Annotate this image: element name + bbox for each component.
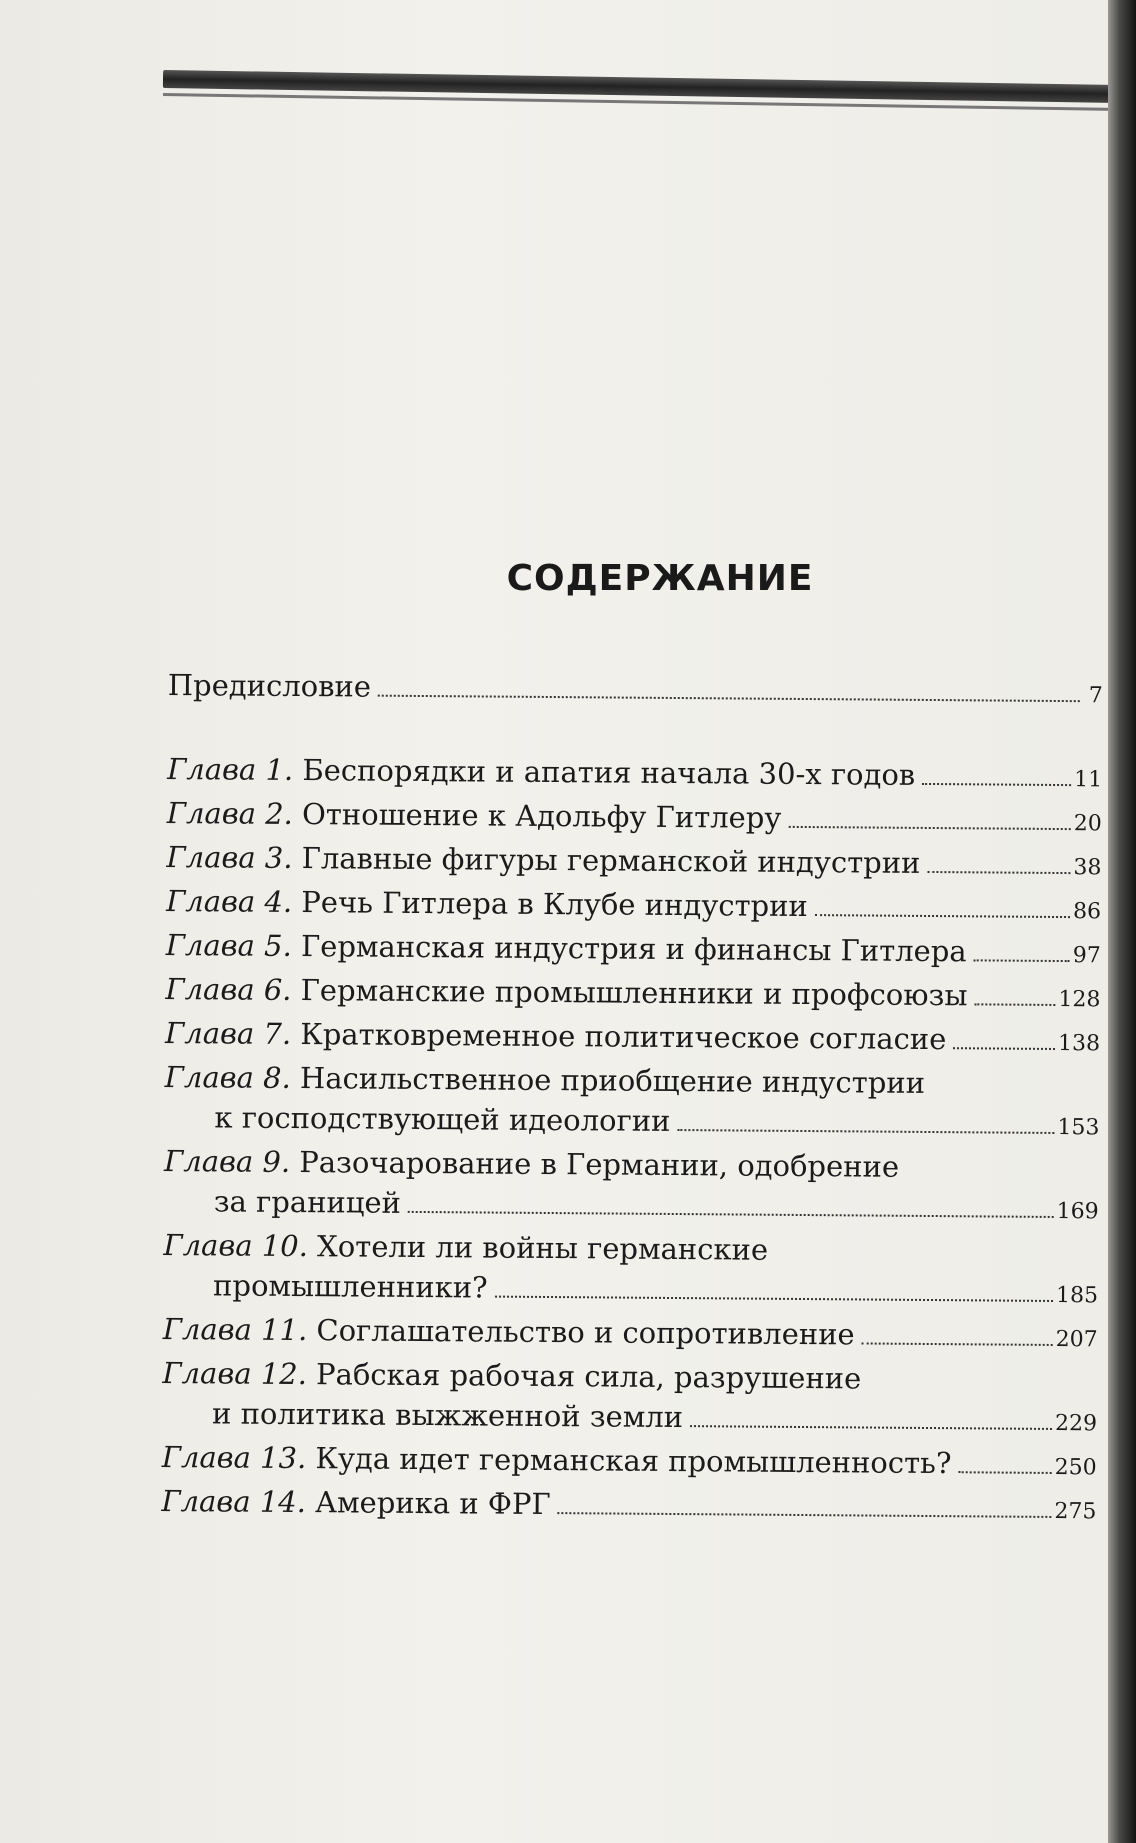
chapter-number: Глава 8.: [164, 1059, 291, 1095]
leader-dots: [815, 914, 1070, 918]
toc-entry-chapter-12[interactable]: [162, 1353, 1098, 1444]
chapter-number: Глава 5.: [165, 927, 292, 963]
leader-dots: [974, 1003, 1055, 1006]
toc-entry-chapter-8[interactable]: [164, 1057, 1100, 1148]
chapter-title: Кратковременное политическое согласие: [300, 1017, 947, 1057]
chapter-title: Германская индустрия и финансы Гитлера: [300, 929, 967, 969]
chapter-number: Глава 2.: [166, 795, 293, 831]
leader-dots: [862, 1342, 1053, 1346]
leader-dots: [974, 959, 1070, 962]
chapter-title-continued: промышленники?: [212, 1268, 488, 1305]
chapter-number: Глава 10.: [163, 1227, 309, 1264]
leader-dots: [378, 695, 1080, 703]
page-number: 153: [1057, 1114, 1100, 1141]
page-number: 185: [1055, 1282, 1099, 1309]
chapter-number: Глава 14.: [161, 1483, 307, 1520]
toc-entry-chapter-4[interactable]: [166, 881, 1101, 932]
toc-entry-chapter-6[interactable]: [165, 969, 1100, 1020]
leader-dots: [958, 1471, 1051, 1474]
chapter-title: Америка и ФРГ: [314, 1485, 551, 1522]
leader-dots: [495, 1296, 1053, 1302]
page-number: 97: [1072, 943, 1101, 969]
page-number: 169: [1056, 1198, 1099, 1225]
chapter-title: Разочарование в Германии, одобрение: [299, 1145, 900, 1184]
table-of-contents: [161, 665, 1103, 1532]
page-number: 250: [1054, 1454, 1097, 1481]
chapter-title-continued: к господствующей идеологии: [214, 1100, 671, 1138]
chapter-title: Главные фигуры германской индустрии: [301, 841, 921, 880]
chapter-number: Глава 3.: [166, 839, 293, 875]
chapter-number: Глава 9.: [163, 1143, 291, 1179]
chapter-title-continued: и политика выжженной земли: [211, 1396, 684, 1435]
chapter-number: Глава 4.: [166, 883, 293, 919]
chapter-number: Глава 11.: [162, 1311, 308, 1348]
chapter-title: Соглашательство и сопротивление: [316, 1313, 855, 1352]
chapter-title: Куда идет германская промышленность?: [315, 1441, 952, 1481]
chapter-number: Глава 7.: [164, 1015, 292, 1051]
toc-entry-chapter-14[interactable]: [161, 1481, 1096, 1532]
page-number: 138: [1057, 1031, 1101, 1057]
chapter-title: Отношение к Адольфу Гитлеру: [301, 797, 782, 835]
page-number: 207: [1055, 1326, 1098, 1353]
chapter-title: Насильственное приобщение индустрии: [299, 1061, 926, 1100]
chapter-number: Глава 6.: [165, 971, 292, 1007]
chapter-title: Беспорядки и апатия начала 30-х годов: [302, 753, 916, 792]
chapter-title: Хотели ли войны германские: [316, 1229, 769, 1267]
page-number: 11: [1074, 767, 1103, 793]
toc-label: Предисловие: [167, 667, 372, 704]
page-number: 275: [1054, 1498, 1097, 1525]
chapter-title: Речь Гитлера в Клубе индустрии: [301, 885, 808, 924]
leader-dots: [788, 826, 1070, 830]
page-edge-shadow: [1108, 0, 1136, 1843]
leader-dots: [690, 1425, 1052, 1430]
chapter-number: Глава 1.: [167, 751, 294, 787]
toc-entry-chapter-1[interactable]: [167, 749, 1102, 800]
leader-dots: [677, 1129, 1054, 1134]
page-number: 20: [1073, 811, 1102, 837]
toc-entry-chapter-5[interactable]: [166, 925, 1101, 976]
page-number: 38: [1073, 855, 1102, 881]
toc-entry-preface[interactable]: [168, 665, 1103, 716]
page-number: 7: [1088, 683, 1103, 709]
page-number: 229: [1054, 1410, 1098, 1437]
page-number: 128: [1058, 987, 1101, 1013]
page-number: 86: [1072, 899, 1102, 925]
leader-dots: [408, 1211, 1054, 1218]
toc-entry-chapter-10[interactable]: [163, 1225, 1099, 1316]
leader-dots: [558, 1512, 1052, 1518]
chapter-number: Глава 13.: [161, 1439, 307, 1476]
toc-entry-chapter-11[interactable]: [163, 1309, 1098, 1360]
leader-dots: [922, 783, 1071, 786]
leader-dots: [953, 1047, 1055, 1050]
toc-entry-chapter-9[interactable]: [164, 1141, 1100, 1232]
page-title: СОДЕРЖАНИЕ: [506, 558, 814, 599]
chapter-title: Рабская рабочая сила, разрушение: [315, 1357, 862, 1396]
chapter-title-continued: за границей: [213, 1184, 402, 1220]
toc-entry-chapter-3[interactable]: [166, 837, 1101, 888]
chapter-number: Глава 12.: [162, 1355, 308, 1392]
toc-entry-chapter-2[interactable]: [167, 793, 1102, 844]
leader-dots: [927, 871, 1070, 874]
toc-entry-chapter-7[interactable]: [165, 1013, 1100, 1064]
toc-entry-chapter-13[interactable]: [162, 1437, 1097, 1488]
chapter-title: Германские промышленники и профсоюзы: [300, 973, 968, 1013]
